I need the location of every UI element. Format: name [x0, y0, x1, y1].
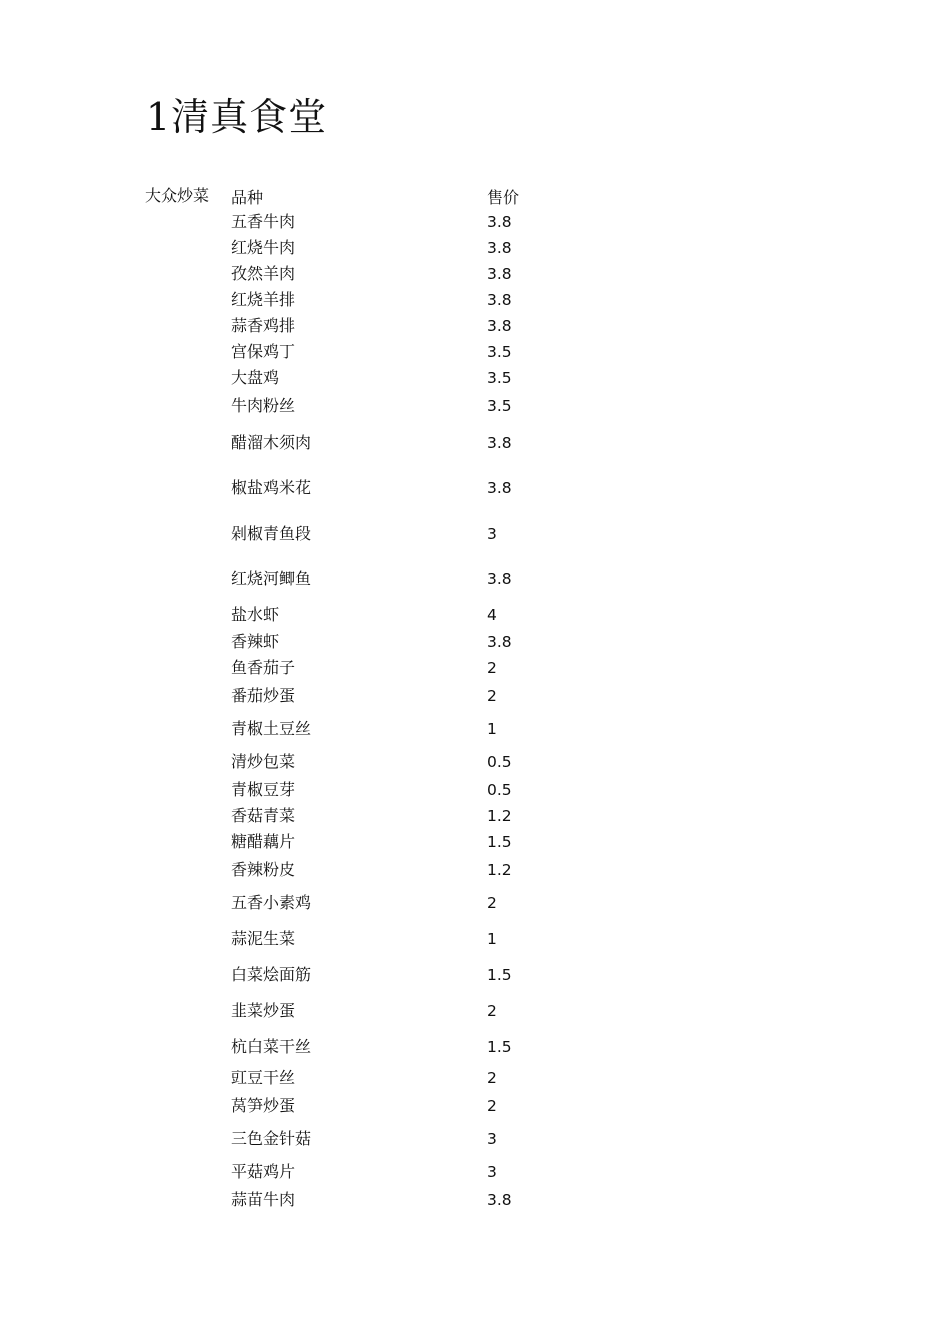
dish-name: 清炒包菜: [231, 751, 296, 771]
dish-price: 2: [487, 687, 497, 705]
dish-price: 2: [487, 1097, 497, 1115]
table-row: [231, 463, 631, 509]
category-label: 大众炒菜: [145, 186, 210, 205]
dish-price: 3.8: [487, 265, 512, 283]
dish-name: 三色金针菇: [231, 1128, 312, 1148]
dish-price: 2: [487, 659, 497, 677]
table-row: [231, 207, 631, 233]
dish-price: 3.8: [487, 434, 512, 452]
table-header-row: [231, 185, 631, 207]
dish-name: 蒜泥生菜: [231, 928, 296, 948]
dish-name: 香辣虾: [231, 631, 280, 651]
table-row: [231, 1185, 631, 1211]
table-row: [231, 259, 631, 285]
dish-name: 大盘鸡: [231, 367, 280, 387]
dish-price: 3.8: [487, 633, 512, 651]
dish-name: 平菇鸡片: [231, 1161, 296, 1181]
dish-price: 2: [487, 894, 497, 912]
dish-price: 3.8: [487, 213, 512, 231]
table-row: [231, 311, 631, 337]
table-row: [231, 679, 631, 709]
dish-price: 3.5: [487, 343, 512, 361]
dish-price: 3: [487, 1130, 497, 1148]
dish-name: 红烧羊排: [231, 289, 296, 309]
table-row: [231, 709, 631, 745]
dish-name: 孜然羊肉: [231, 263, 296, 283]
dish-name: 红烧牛肉: [231, 237, 296, 257]
dish-name: 牛肉粉丝: [231, 395, 296, 415]
table-row: [231, 233, 631, 259]
table-row: [231, 801, 631, 827]
dish-price: 1.2: [487, 861, 512, 879]
dish-name: 醋溜木须肉: [231, 432, 312, 452]
dish-price: 3.8: [487, 291, 512, 309]
table-row: [231, 599, 631, 627]
table-row: [231, 337, 631, 363]
dish-price: 1: [487, 720, 497, 738]
dish-price: 3.8: [487, 317, 512, 335]
dish-name: 豇豆干丝: [231, 1067, 296, 1087]
table-row: [231, 883, 631, 919]
table-row: [231, 745, 631, 775]
dish-name: 香辣粉皮: [231, 859, 296, 879]
table-row: [231, 827, 631, 853]
table-row: [231, 555, 631, 599]
table-row: [231, 1063, 631, 1089]
dish-name: 香菇青菜: [231, 805, 296, 825]
column-header-price: 售价: [487, 187, 520, 207]
dish-price: 3.5: [487, 397, 512, 415]
dish-price: 1.5: [487, 833, 512, 851]
dish-name: 白菜烩面筋: [231, 964, 312, 984]
table-row: [231, 991, 631, 1027]
table-row: [231, 419, 631, 463]
dish-name: 五香小素鸡: [231, 892, 312, 912]
table-row: [231, 919, 631, 955]
dish-name: 青椒土豆丝: [231, 718, 312, 738]
dish-price: 1.5: [487, 1038, 512, 1056]
dish-name: 蒜香鸡排: [231, 315, 296, 335]
dish-name: 椒盐鸡米花: [231, 477, 312, 497]
column-header-name: 品种: [231, 187, 264, 207]
dish-name: 宫保鸡丁: [231, 341, 296, 361]
page-title: 1清真食堂: [146, 95, 328, 139]
dish-price: 2: [487, 1002, 497, 1020]
dish-price: 0.5: [487, 781, 512, 799]
dish-name: 莴笋炒蛋: [231, 1095, 296, 1115]
menu-table: [231, 185, 631, 1211]
table-row: [231, 1089, 631, 1119]
dish-price: 3.8: [487, 570, 512, 588]
dish-name: 韭菜炒蛋: [231, 1000, 296, 1020]
dish-price: 3: [487, 1163, 497, 1181]
dish-name: 五香牛肉: [231, 211, 296, 231]
table-row: [231, 363, 631, 389]
table-row: [231, 775, 631, 801]
dish-name: 杭白菜干丝: [231, 1036, 312, 1056]
table-row: [231, 389, 631, 419]
dish-price: 3.8: [487, 1191, 512, 1209]
dish-price: 2: [487, 1069, 497, 1087]
table-row: [231, 1119, 631, 1155]
table-row: [231, 853, 631, 883]
dish-name: 剁椒青鱼段: [231, 523, 312, 543]
dish-name: 红烧河鲫鱼: [231, 568, 312, 588]
dish-price: 1: [487, 930, 497, 948]
dish-price: 3.8: [487, 239, 512, 257]
table-row: [231, 1155, 631, 1185]
dish-price: 3.5: [487, 369, 512, 387]
dish-price: 0.5: [487, 753, 512, 771]
dish-name: 鱼香茄子: [231, 657, 296, 677]
table-row: [231, 285, 631, 311]
dish-price: 3: [487, 525, 497, 543]
dish-price: 1.2: [487, 807, 512, 825]
dish-name: 青椒豆芽: [231, 779, 296, 799]
table-row: [231, 955, 631, 991]
dish-name: 蒜苗牛肉: [231, 1189, 296, 1209]
dish-price: 3.8: [487, 479, 512, 497]
table-row: [231, 509, 631, 555]
table-row: [231, 1027, 631, 1063]
table-row: [231, 653, 631, 679]
dish-name: 番茄炒蛋: [231, 685, 296, 705]
table-row: [231, 627, 631, 653]
dish-name: 盐水虾: [231, 604, 280, 624]
dish-name: 糖醋藕片: [231, 831, 296, 851]
dish-price: 4: [487, 606, 497, 624]
dish-price: 1.5: [487, 966, 512, 984]
